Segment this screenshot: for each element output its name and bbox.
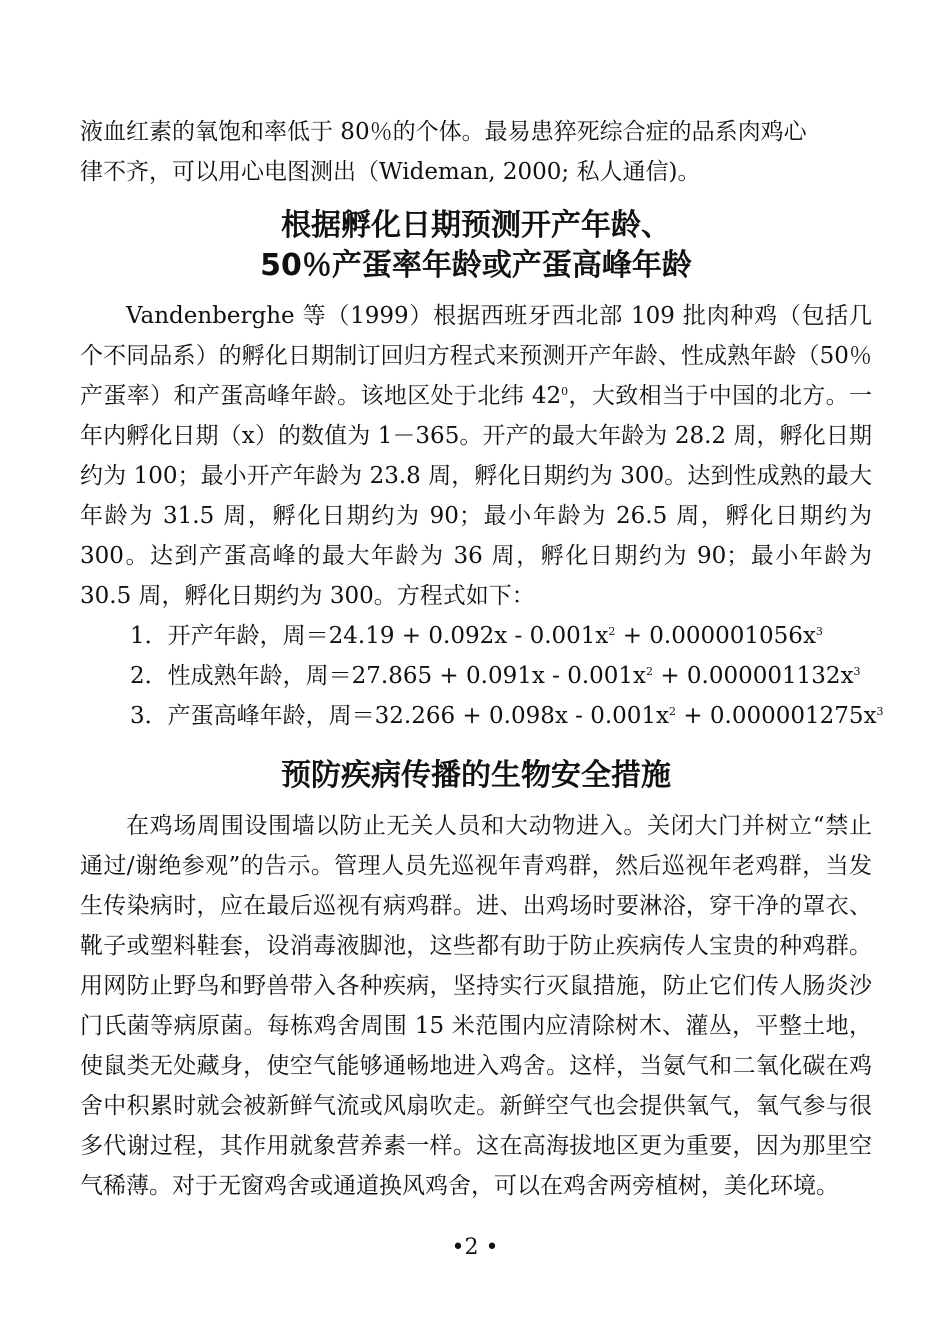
exponent: 2 xyxy=(669,705,677,718)
intro-line-1: 液血红素的氧饱和率低于 80％的个体。最易患猝死综合症的品系肉鸡心 xyxy=(80,119,807,145)
equation-text: 1．开产年龄，周＝24.19 + 0.092x - 0.001x xyxy=(130,623,609,649)
section-heading-biosecurity: 预防疾病传播的生物安全措施 xyxy=(281,758,671,793)
equation-text: + 0.000001275x xyxy=(676,703,877,729)
heading-line-2: 50％产蛋率年龄或产蛋高峰年龄 xyxy=(260,248,692,283)
biosecurity-paragraph: 在鸡场周围设围墙以防止无关人员和大动物进入。关闭大门并树立“禁止通过/谢绝参观”的告示。管理人员先巡视年青鸡群，然后巡视年老鸡群，当发生传染病时，应在最后巡视有病鸡群。进、出鸡场时要淋浴，穿干净的罩衣、靴子或塑料鞋套，设消毒液脚池，这些都有助于防止疾病传人宝贵的种鸡群。用网防止野鸟和野兽带入各种疾病，坚持实行灭鼠措施，防止它们传人肠炎沙门氏菌等病原菌。每栋鸡舍周围 15 米范围内应清除树木、灌丛，平整土地，使鼠类无处藏身，使空气能够通畅地进入鸡舍。这样，当氨气和二氧化碳在鸡舍中积累时就会被新鲜气流或风扇吹走。新鲜空气也会提供氧气，氧气参与很多代谢过程，其作用就象营养素一样。这在高海拔地区更为重要，因为那里空气稀薄。对于无窗鸡舍或通道换风鸡舍，可以在鸡舍两旁植树，美化环境。 xyxy=(80,813,872,1199)
page-number: •2 • xyxy=(451,1235,499,1260)
heading-line-1: 根据孵化日期预测开产年龄、 xyxy=(281,208,671,243)
equation-2 xyxy=(80,656,872,696)
equation-3 xyxy=(80,696,884,736)
equation-text: + 0.000001132x xyxy=(653,663,854,689)
equation-1 xyxy=(80,616,872,656)
intro-paragraph xyxy=(80,112,872,192)
page-body xyxy=(80,112,884,1206)
exponent: 3 xyxy=(815,625,823,638)
exponent: 3 xyxy=(853,665,861,678)
intro-line-2: 律不齐，可以用心电图测出（Wideman, 2000; 私人通信)。 xyxy=(80,159,701,185)
equation-text: 3．产蛋高峰年龄，周＝32.266 + 0.098x - 0.001x xyxy=(130,703,670,729)
section-heading-hatch-date xyxy=(80,206,872,286)
equation-text: + 0.000001056x xyxy=(615,623,816,649)
degree-superscript: 0 xyxy=(561,385,569,398)
exponent: 3 xyxy=(876,705,884,718)
hatch-date-paragraph xyxy=(80,296,872,616)
paragraph-text-b: ，大致相当于中国的北方。一年内孵化日期（x）的数值为 1－365。开产的最大年龄为 28.2 周，孵化日期约为 100；最小开产年龄为 23.8 周，孵化日期约为 300。达到性成熟的最大年龄为 31.5 周，孵化日期约为 90；最小年龄为 26.5 周，孵化日期约为 300。达到产蛋高峰的最大年龄为 36 周，孵化日期约为 90；最小年龄为 30.5 周，孵化日期约为 300。方程式如下： xyxy=(80,383,873,609)
exponent: 2 xyxy=(608,625,616,638)
equation-text: 2．性成熟年龄，周＝27.865 + 0.091x - 0.001x xyxy=(130,663,647,689)
paragraph-text-a: Vandenberghe 等（1999）根据西班牙西北部 109 批肉种鸡（包括几个不同品系）的孵化日期制订回归方程式来预测开产年龄、性成熟年龄（50％产蛋率）和产蛋高峰年龄。该地区处于北纬 42 xyxy=(80,303,872,409)
exponent: 2 xyxy=(646,665,654,678)
